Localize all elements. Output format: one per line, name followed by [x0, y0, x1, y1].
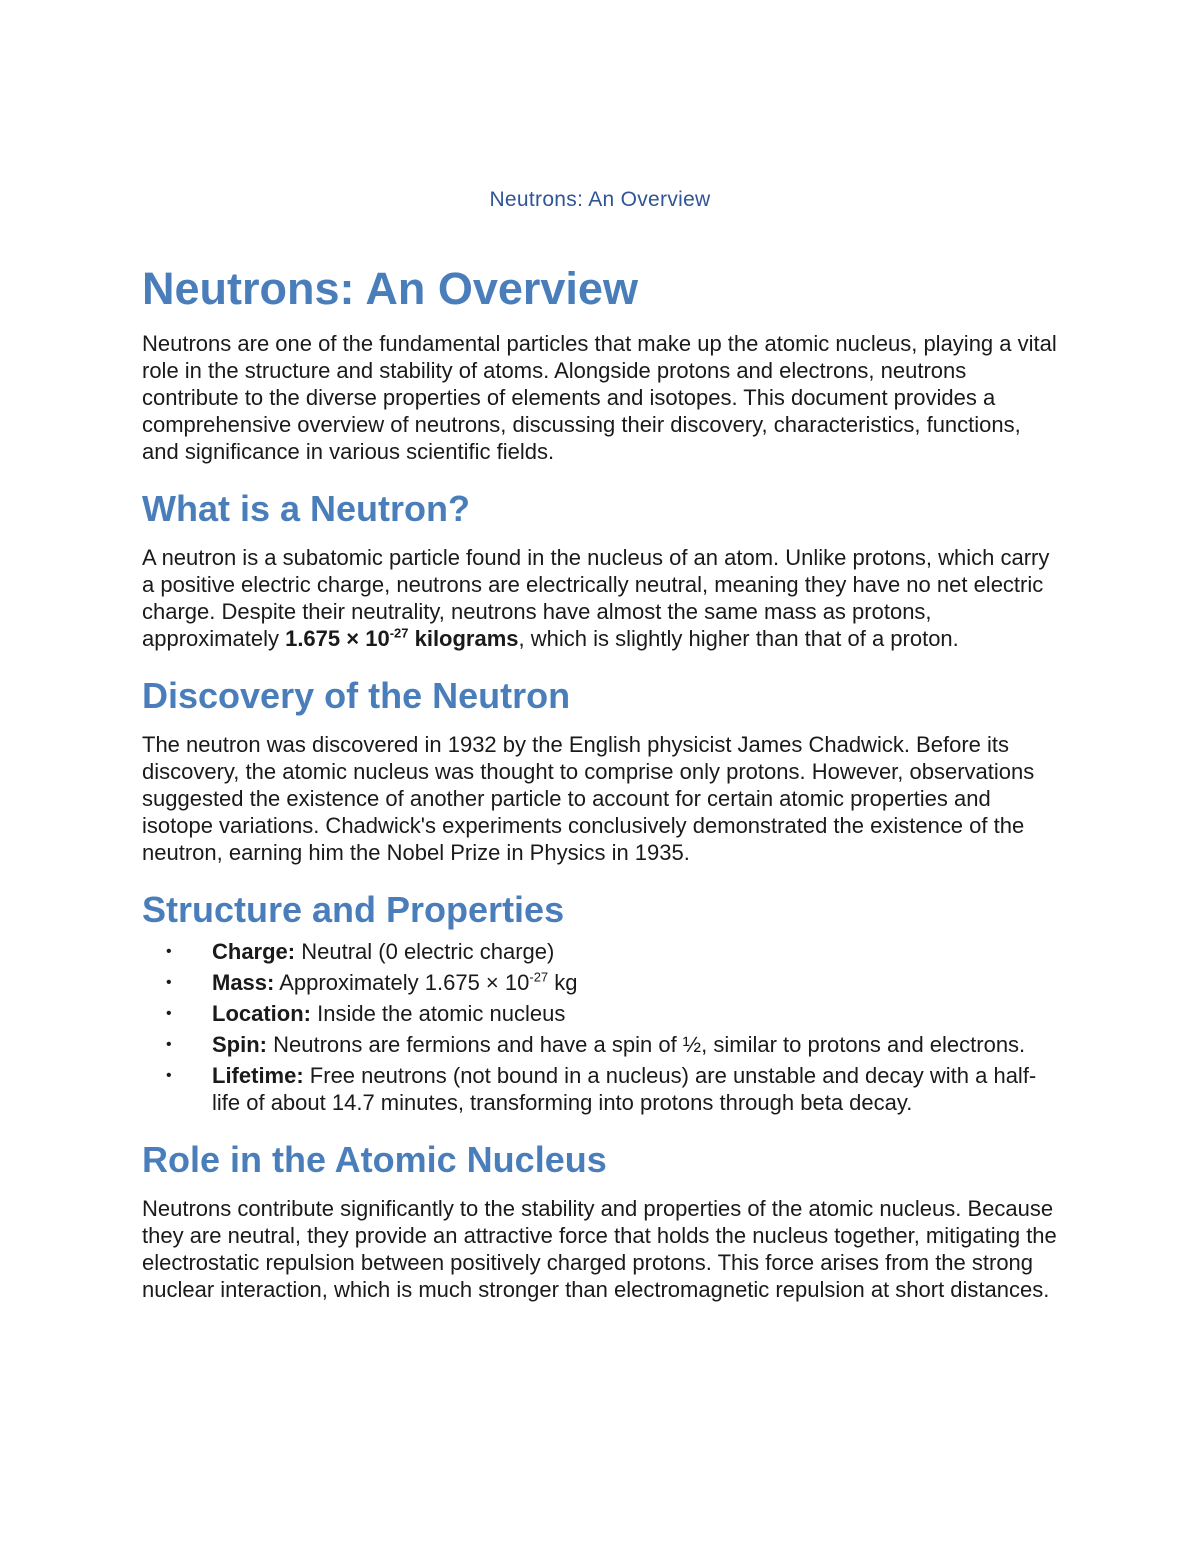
what-is-heading: What is a Neutron?	[142, 488, 471, 529]
list-item: • Charge: Neutral (0 electric charge)	[166, 938, 555, 964]
role-heading: Role in the Atomic Nucleus	[142, 1138, 607, 1180]
document-body	[142, 262, 1062, 1325]
role-paragraph: Neutrons contribute significantly to the stability and properties of the atomic nucleus. Because they are neutral, they provide an attractive force that holds the nucleus together, mitigating the electrostatic repulsion between positively charged protons. This force arises from the strong nuclear interaction, which is much stronger than electromagnetic repulsion at short distances.	[142, 1195, 1057, 1302]
what-is-text-after: , which is slightly higher than that of a proton.	[518, 626, 959, 652]
list-item: • Mass: Approximately $1.675 \times 10^{-27}$ kg	[166, 969, 578, 995]
discovery-paragraph: The neutron was discovered in 1932 by the English physicist James Chadwick. Before its discovery, the atomic nucleus was thought to comprise only protons. However, observations suggested the existence of another particle to account for certain atomic properties and isotope variations. Chadwick's experiments conclusively demonstrated the existence of the neutron, earning him the Nobel Prize in Physics in 1935.	[142, 732, 1035, 866]
list-item: • Spin: Neutrons are fermions and have a spin of ½, similar to protons and electrons.	[166, 1031, 1026, 1057]
bullet-icon: •	[166, 1066, 172, 1084]
mass-exponent: -27	[389, 625, 409, 641]
discovery-heading: Discovery of the Neutron	[142, 675, 571, 717]
properties-list	[142, 938, 1062, 1116]
document-title: Neutrons: An Overview	[142, 263, 638, 314]
bullet-icon: •	[166, 1004, 172, 1022]
running-header: Neutrons: An Overview	[489, 188, 711, 211]
list-item: • Lifetime: Free neutrons (not bound in a nucleus) are unstable and decay with a half-life of about 14.7 minutes, transforming into protons through beta decay.	[166, 1062, 1037, 1115]
bullet-icon: •	[166, 1035, 172, 1053]
what-is-text-before: A neutron is a subatomic particle found in the nucleus of an atom. Unlike protons, which carry a positive electric charge, neutrons are electrically neutral, meaning they have no net electric charge. Despite their neutrality, neutrons have almost the same mass as protons, approximately	[142, 545, 1050, 652]
list-item: • Location: Inside the atomic nucleus	[166, 1000, 566, 1026]
structure-heading: Structure and Properties	[142, 889, 565, 931]
neutron-mass-value: $1.675 \times 10^{-27}$ kilograms	[285, 625, 519, 652]
intro-paragraph: Neutrons are one of the fundamental particles that make up the atomic nucleus, playing a vital role in the structure and stability of atoms. Alongside protons and electrons, neutrons contribute to the diverse properties of elements and isotopes. This document provides a comprehensive overview of neutrons, discussing their discovery, characteristics, functions, and significance in various scientific fields.	[142, 331, 1057, 464]
bullet-icon: •	[166, 942, 172, 960]
what-is-paragraph	[142, 544, 1062, 652]
bullet-icon: •	[166, 973, 172, 991]
